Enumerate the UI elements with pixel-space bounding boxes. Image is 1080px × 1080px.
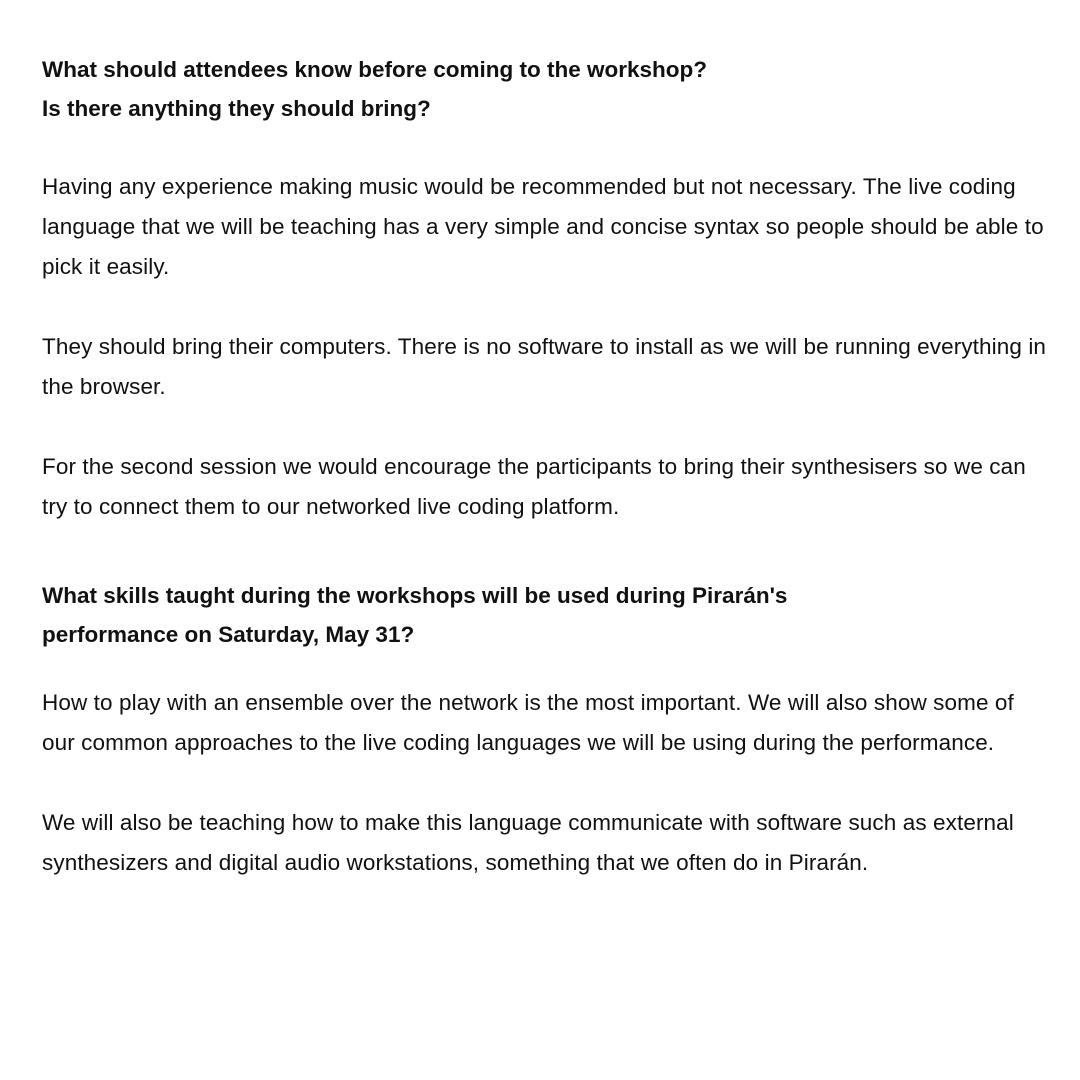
- answer-paragraph: We will also be teaching how to make this language communicate with software such as external synthesizers and digital audio workstations, something that we often do in Pirarán.: [42, 810, 1014, 875]
- question-heading-line: What should attendees know before coming to the workshop?: [42, 57, 708, 82]
- question-heading-line: What skills taught during the workshops will be used during Pirarán's: [42, 583, 788, 608]
- answer-paragraph: Having any experience making music would be recommended but not necessary. The live coding language that we will be teaching has a very simple and concise syntax so people should be able to pick it easily.: [42, 174, 1044, 279]
- faq-section-attendees: [42, 50, 1052, 527]
- question-heading-line: Is there anything they should bring?: [42, 96, 431, 121]
- question-heading-line: performance on Saturday, May 31?: [42, 622, 415, 647]
- answer-paragraph: They should bring their computers. There is no software to install as we will be running everything in the browser.: [42, 334, 1047, 399]
- answer-paragraph: For the second session we would encourage the participants to bring their synthesisers so we can try to connect them to our networked live coding platform.: [42, 454, 1026, 519]
- document-page: [42, 50, 1052, 883]
- faq-section-skills: [42, 576, 1052, 883]
- answer-paragraph: How to play with an ensemble over the network is the most important. We will also show some of our common approaches to the live coding languages we will be using during the performance.: [42, 690, 1014, 755]
